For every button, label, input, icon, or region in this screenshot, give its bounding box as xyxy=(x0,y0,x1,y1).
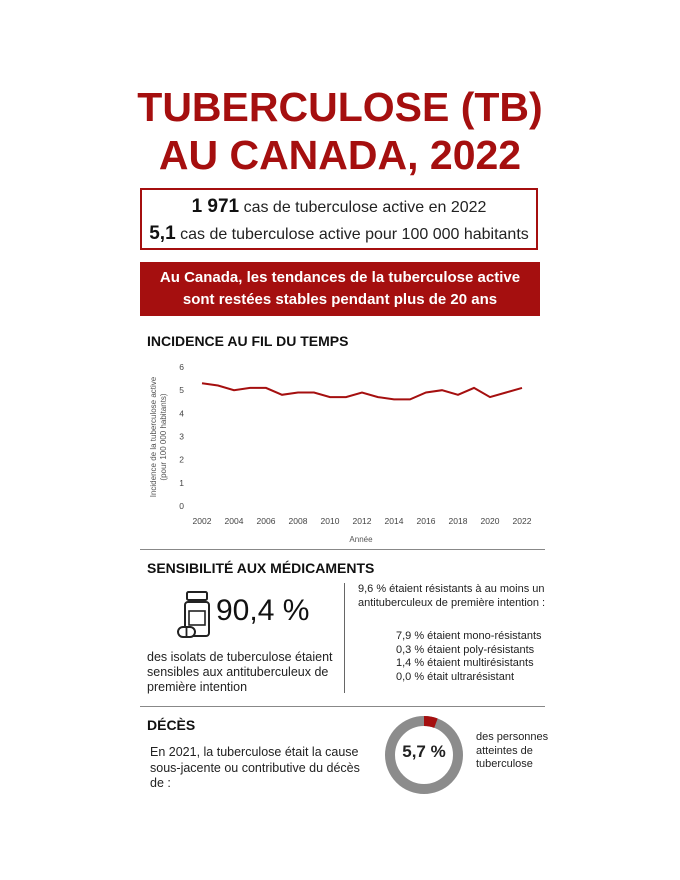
incidence-heading: INCIDENCE AU FIL DU TEMPS xyxy=(147,333,349,349)
x-axis-title: Année xyxy=(349,535,373,544)
x-tick-label: 2006 xyxy=(256,516,276,526)
sensitivity-heading: SENSIBILITÉ AUX MÉDICAMENTS xyxy=(147,560,375,576)
x-tick-label: 2016 xyxy=(416,516,436,526)
resistant-item-ultra: 0,0 % était ultrarésistant xyxy=(396,670,515,683)
rate-text: cas de tuberculose active pour 100 000 habitants xyxy=(180,226,529,243)
banner-line2: sont restées stables pendant plus de 20 ans xyxy=(182,291,498,308)
x-tick-label: 2022 xyxy=(512,516,532,526)
trend-banner xyxy=(140,262,540,316)
x-tick-label: 2014 xyxy=(384,516,404,526)
donut-caption: des personnes atteintes de tuberculose xyxy=(476,731,549,770)
incidence-series-line xyxy=(202,383,522,399)
resistant-item-multi: 1,4 % étaient multirésistants xyxy=(396,657,534,669)
x-tick-label: 2008 xyxy=(288,516,308,526)
x-tick-label: 2020 xyxy=(480,516,500,526)
y-tick-label: 2 xyxy=(179,454,184,465)
resistant-item-mono: 7,9 % étaient mono-résistants xyxy=(396,630,542,642)
deaths-description: En 2021, la tuberculose était la cause sous-jacente ou contributive du décès de : xyxy=(150,745,360,790)
y-tick-label: 5 xyxy=(179,385,184,396)
page-title-line1: TUBERCULOSE (TB) xyxy=(137,84,543,130)
cases-stat xyxy=(142,194,536,221)
x-tick-label: 2012 xyxy=(352,516,372,526)
rate-number: 5,1 xyxy=(149,223,176,244)
x-tick-label: 2018 xyxy=(448,516,468,526)
cases-text: cas de tuberculose active en 2022 xyxy=(243,199,487,216)
resistant-intro: 9,6 % étaient résistants à au moins un antituberculeux de première intention : xyxy=(358,583,546,609)
page-title-line2: AU CANADA, 2022 xyxy=(158,132,522,178)
section-divider-2 xyxy=(140,706,545,707)
x-tick-label: 2010 xyxy=(320,516,340,526)
y-axis-title-line2: (pour 100 000 habitants) xyxy=(159,393,168,481)
sensitive-description: des isolats de tuberculose étaient sensibles aux antituberculeux de première intention xyxy=(147,650,333,694)
key-stats-box xyxy=(140,188,538,250)
y-tick-label: 6 xyxy=(179,362,184,372)
sensitivity-vertical-divider xyxy=(344,583,345,693)
rate-stat xyxy=(142,221,536,248)
donut-value: 5,7 % xyxy=(402,742,446,761)
y-tick-label: 1 xyxy=(179,477,184,488)
sensitive-percentage: 90,4 % xyxy=(216,594,310,627)
y-tick-label: 4 xyxy=(179,408,184,419)
section-divider-1 xyxy=(140,549,545,550)
x-tick-label: 2002 xyxy=(192,516,212,526)
pill-bottle-icon xyxy=(176,591,212,641)
y-tick-label: 3 xyxy=(179,431,184,442)
incidence-line-chart xyxy=(140,355,540,550)
y-tick-label: 0 xyxy=(179,501,184,511)
donut-highlight-segment xyxy=(424,721,436,723)
resistant-list xyxy=(396,630,542,684)
banner-line1: Au Canada, les tendances de la tuberculose active xyxy=(159,269,521,286)
cases-number: 1 971 xyxy=(191,196,240,217)
x-tick-label: 2004 xyxy=(224,516,244,526)
resistant-item-poly: 0,3 % étaient poly-résistants xyxy=(396,643,535,656)
deaths-heading: DÉCÈS xyxy=(147,717,196,733)
y-axis-title-line1: Incidence de la tuberculose active xyxy=(149,376,158,498)
